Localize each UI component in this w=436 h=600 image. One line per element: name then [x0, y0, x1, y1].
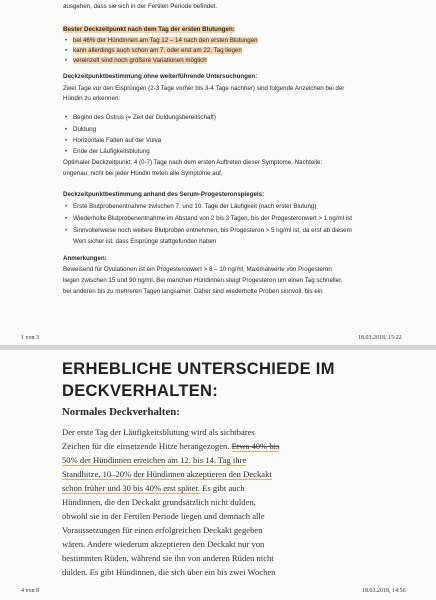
print-timestamp: 18.03.2018, 15:22: [358, 335, 402, 341]
scanned-page-2: [0, 350, 436, 600]
heading-line-2: DECKVERHALTEN:: [62, 382, 219, 400]
paragraph-line: Voraussetzungen für einen erfolgreichen Deckakt gegeben: [62, 525, 263, 535]
paragraph-line: Standhitze. 10–20% der Hündinnen akzeptieren den Deckakt: [62, 469, 272, 479]
section-title-best-timing: Bester Deckzeitpunkt nach dem Tag der ersten Blutungen:: [63, 26, 235, 33]
paragraph-line: Zwei Tage vor den Eisprüngen (2-3 Tage vorher bis 3-4 Tage nachher) sind folgende Anzeichen bei der: [63, 85, 345, 92]
list-item: • Beginn des Östrus (= Zeit der Duldungsbereitschaft): [65, 114, 216, 121]
paragraph-line: obwohl sie in der Fertilen Periode liegen und demnach alle: [62, 511, 265, 521]
paragraph-line: Beweisend für Ovulationen ist ein Progesteronwert > 8 – 10 ng/ml, Maximalwerte von Progesteron: [63, 266, 332, 273]
paragraph-line: bei anderen bis zu mehreren Tagen langsamer. Daher sind wiederholte Proben sinnvoll, bis ein: [63, 288, 323, 295]
list-item: • Ende der Läufigkeitsblutung: [65, 148, 150, 155]
list-item: • Duldung: [65, 126, 97, 133]
list-item: • bei 46% der Hündinnen am Tag 12 – 14 nach den ersten Blutungen: [65, 37, 258, 44]
paragraph-line: Hündinnen, die den Deckakt grundsätzlich nicht dulden,: [62, 497, 256, 507]
paragraph-line: wären. Andere wiederum akzeptieren den Deckakt nur von: [62, 539, 265, 549]
top-line: ausgehen, dass sie sich in der Fertilen Periode befindet.: [63, 3, 218, 10]
paragraph-line: schon früher und 30 bis 40% erst später. Es gibt auch: [62, 483, 245, 493]
print-timestamp: 18.03.2018, 14:56: [362, 588, 406, 594]
heading-line-1: ERHEBLICHE UNTERSCHIEDE IM: [62, 360, 335, 378]
paragraph-line: liegen zwischen 15 und 90 ng/ml. Bei manchen Hündinnen steigt Progesteron um einen Tag schneller,: [63, 277, 343, 284]
list-item: • kann allerdings auch schon am 7. oder erst am 22. Tag liegen: [65, 47, 242, 54]
paragraph-line: Hündin zu erkennen:: [63, 95, 121, 102]
paragraph-line: ungenau; nicht bei jeder Hündin treten alle Symptome auf.: [63, 170, 223, 177]
section-title-notes: Anmerkungen:: [63, 255, 107, 262]
list-item: • Wiederholte Blutprobenentnahme im Abstand von 2 bis 3 Tagen, bis der Progesteronwert > 1 ng/ml ist: [65, 215, 352, 222]
list-item: • Horizontale Falten auf der Vulva: [65, 137, 162, 144]
list-item: • Erste Blutprobenentnahme zwischen 7. und 10. Tage der Läufigkeit (nach erster Blutung): [65, 203, 317, 210]
paragraph-line: Optimaler Deckzeitpunkt: 4 (0-7) Tage nach dem ersten Auftreten dieser Symptome. Nachteile:: [63, 159, 323, 166]
list-item: • vereinzelt sind noch größere Variationen möglich: [65, 57, 207, 64]
list-item-continuation: Wert sicher ist, dass Eisprünge stattgefunden haben: [73, 238, 217, 245]
page-number: 1 von 3: [21, 335, 39, 341]
paragraph-line: dulden. Es gibt Hündinnen, die sich über ein bis zwei Wochen: [62, 567, 276, 577]
paragraph-line: Zeichen für die einsetzende Hitze herangezogen. Etwa 40% bis: [62, 441, 280, 451]
paragraph-line: bestimmten Rüden, während sie ihn von anderen Rüden nicht: [62, 553, 274, 563]
subheading: Normales Deckverhalten:: [62, 406, 180, 418]
paragraph-line: 50% der Hündinnen erreichen am 12. bis 14. Tag ihre: [62, 455, 247, 465]
list-item: • Sinnvollerweise noch weitere Blutproben entnehmen, bis Progesteron > 5 ng/ml ist, da erst ab diesem: [65, 227, 352, 234]
page-number: 4 von 8: [21, 588, 39, 594]
section-title-no-exam: Deckzeitpunktbestimmung ohne weiterführende Untersuchungen:: [63, 73, 258, 80]
section-title-progesterone: Deckzeitpunktbestimmung anhand des Serum-Progesteronspiegels:: [63, 191, 265, 198]
paragraph-line: Der erste Tag der Läufigkeitsblutung wird als sichtbares: [62, 427, 255, 437]
